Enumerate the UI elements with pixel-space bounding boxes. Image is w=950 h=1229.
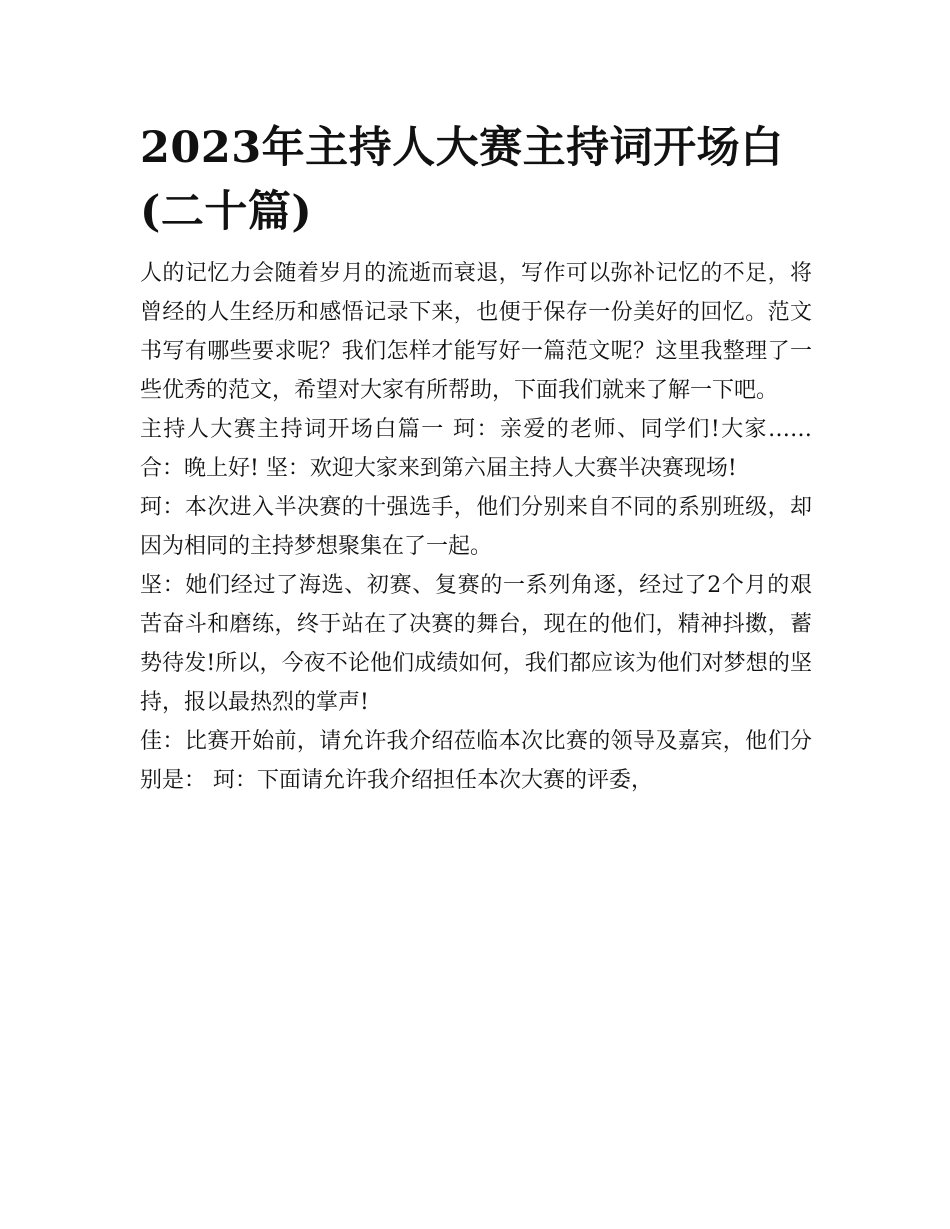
document-title: 2023年主持人大赛主持词开场白(二十篇) xyxy=(140,123,784,237)
paragraph-jian: 坚：她们经过了海选、初赛、复赛的一系列角逐，经过了2个月的艰苦奋斗和磨练，终于站在了决赛的舞台，现在的他们，精神抖擞，蓄势待发!所以，今夜不论他们成绩如何，我们都应该为他们对梦想的坚持，报以最热烈的掌声! xyxy=(140,573,812,715)
document-body xyxy=(140,254,812,800)
paragraph-jia: 佳：比赛开始前，请允许我介绍莅临本次比赛的领导及嘉宾，他们分别是： 珂：下面请允许我介绍担任本次大赛的评委， xyxy=(140,729,812,793)
paragraph-opening: 主持人大赛主持词开场白篇一 珂：亲爱的老师、同学们!大家…… 合：晚上好! 坚：欢迎大家来到第六届主持人大赛半决赛现场! xyxy=(140,417,812,481)
document-page xyxy=(140,116,812,800)
paragraph-ke: 珂：本次进入半决赛的十强选手，他们分别来自不同的系别班级，却因为相同的主持梦想聚集在了一起。 xyxy=(140,495,812,559)
paragraph-intro: 人的记忆力会随着岁月的流逝而衰退，写作可以弥补记忆的不足，将曾经的人生经历和感悟记录下来，也便于保存一份美好的回忆。范文书写有哪些要求呢？我们怎样才能写好一篇范文呢？这里我整理了一些优秀的范文，希望对大家有所帮助，下面我们就来了解一下吧。 xyxy=(140,261,812,403)
